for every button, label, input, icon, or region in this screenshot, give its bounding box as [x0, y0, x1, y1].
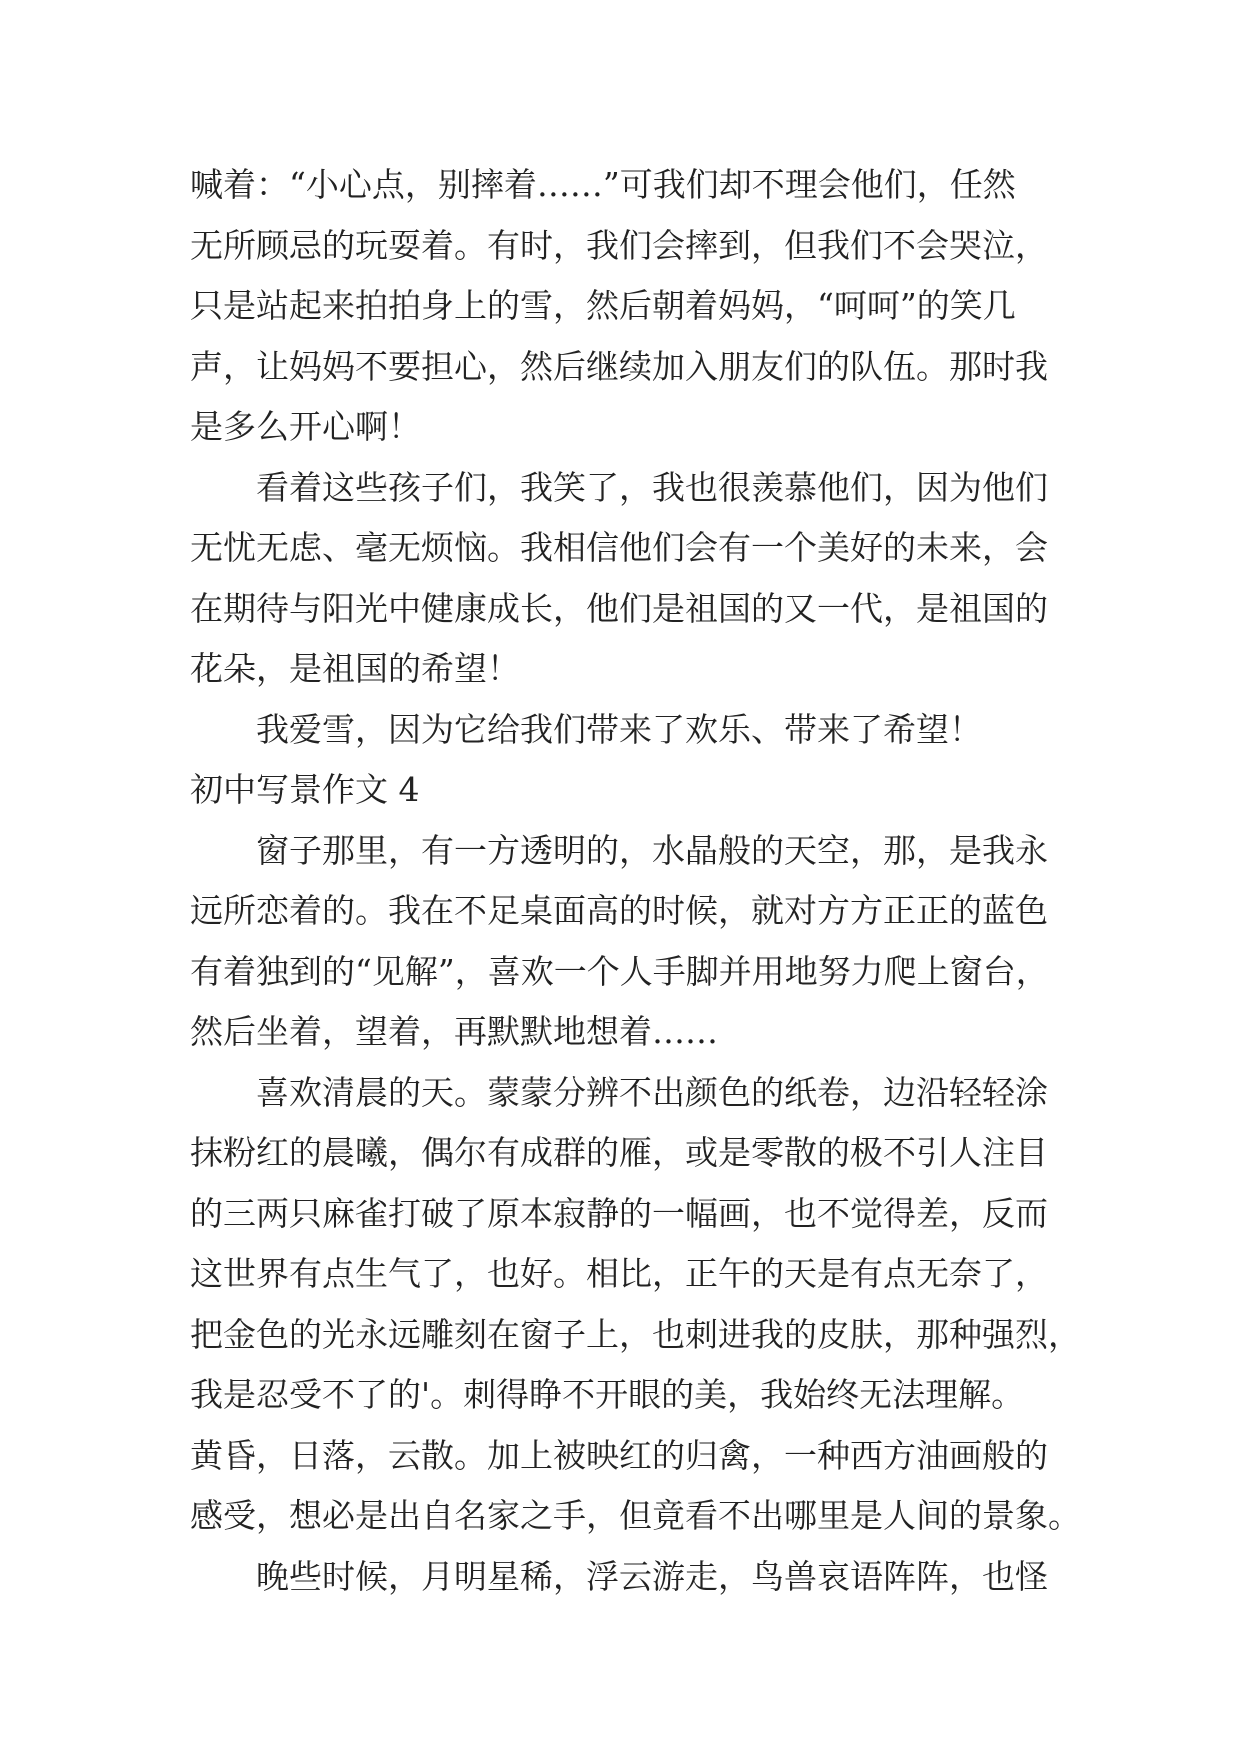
text-line: 只是站起来拍拍身上的雪，然后朝着妈妈，“呵呵”的笑几: [190, 286, 1016, 325]
paragraph-love-snow: [190, 700, 1060, 761]
text-line: 窗子那里，有一方透明的，水晶般的天空，那，是我永: [256, 830, 1048, 870]
text-line: 喊着：“小心点，别摔着……”可我们却不理会他们，任然: [190, 165, 1016, 204]
text-line: 抹粉红的晨曦，偶尔有成群的雁，或是零散的极不引人注目: [190, 1133, 1048, 1172]
paragraph-morning: [190, 1063, 1081, 1547]
text-line: 的三两只麻雀打破了原本寂静的一幅画，也不觉得差，反而: [190, 1193, 1048, 1233]
paragraph-continued: [190, 155, 1060, 458]
text-line: 无所顾忌的玩耍着。有时，我们会摔到，但我们不会哭泣，: [190, 225, 1048, 265]
text-line: 无忧无虑、毫无烦恼。我相信他们会有一个美好的未来，会: [190, 528, 1048, 567]
text-line: 把金色的光永远雕刻在窗子上，也刺进我的皮肤，那种强烈，: [190, 1314, 1081, 1354]
paragraph-window: [190, 821, 1060, 1063]
paragraph-children: [190, 458, 1060, 700]
text-line: 然后坐着，望着，再默默地想着……: [190, 1012, 718, 1051]
text-line: 晚些时候，月明星稀，浮云游走，鸟兽哀语阵阵，也怪: [256, 1556, 1048, 1596]
document-body: [190, 155, 1081, 1607]
text-line: 喜欢清晨的天。蒙蒙分辨不出颜色的纸卷，边沿轻轻涂: [256, 1072, 1048, 1112]
essay-heading: 初中写景作文 4: [190, 770, 420, 809]
text-line: 看着这些孩子们，我笑了，我也很羡慕他们，因为他们: [256, 467, 1048, 507]
text-line: 黄昏，日落，云散。加上被映红的归禽，一种西方油画般的: [190, 1435, 1048, 1475]
text-line: 是多么开心啊！: [190, 407, 421, 446]
text-line: 我爱雪，因为它给我们带来了欢乐、带来了希望！: [256, 709, 982, 749]
text-line: 远所恋着的。我在不足桌面高的时候，就对方方正正的蓝色: [190, 891, 1048, 930]
text-line: 声，让妈妈不要担心，然后继续加入朋友们的队伍。那时我: [190, 346, 1048, 386]
text-line: 我是忍受不了的'。刺得睁不开眼的美，我始终无法理解。: [190, 1375, 1025, 1414]
text-line: 在期待与阳光中健康成长，他们是祖国的又一代，是祖国的: [190, 588, 1048, 628]
text-line: 花朵，是祖国的希望！: [190, 649, 520, 688]
text-line: 有着独到的“见解”，喜欢一个人手脚并用地努力爬上窗台，: [190, 951, 1049, 991]
paragraph-evening: [190, 1547, 1060, 1608]
text-line: 感受，想必是出自名家之手，但竟看不出哪里是人间的景象。: [190, 1496, 1081, 1535]
text-line: 这世界有点生气了，也好。相比，正午的天是有点无奈了，: [190, 1254, 1048, 1293]
